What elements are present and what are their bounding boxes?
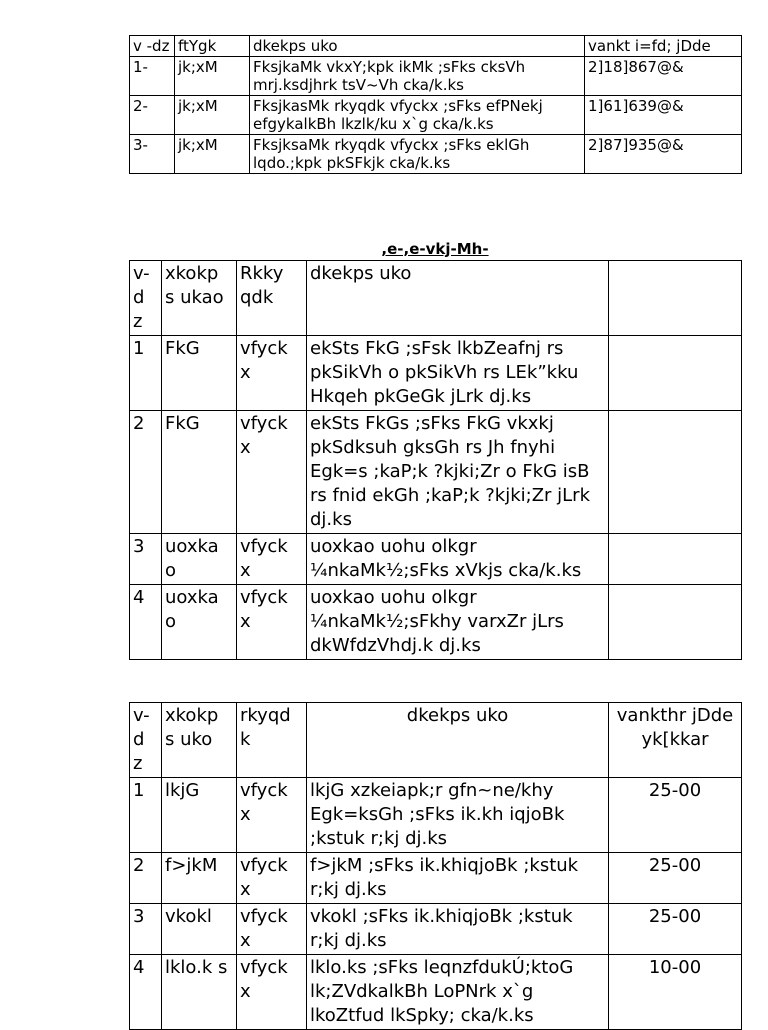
header-work-name: dkekps uko <box>250 36 585 57</box>
cell-serial: 1- <box>130 57 175 96</box>
cell-taluka: vfyck x <box>237 534 307 585</box>
works-table-2 <box>129 260 742 660</box>
cell-work-name: ekSts FkG ;sFsk lkbZeafnj rs pkSikVh o pkSikVh rs LEk”kku Hkqeh pkGeGk jLrk dj.ks <box>307 336 609 411</box>
table-row <box>130 853 742 904</box>
header-village: xkokp s ukao <box>162 261 237 336</box>
cell-estimate: 10-00 <box>609 955 742 1030</box>
cell-estimate: 25-00 <box>609 778 742 853</box>
cell-village: lklo.k s <box>162 955 237 1030</box>
cell-village: f>jkM <box>162 853 237 904</box>
header-village: xkokp s uko <box>162 703 237 778</box>
header-estimate-lakh: vankthr jDde yk[kkar <box>609 703 742 778</box>
table-row <box>130 955 742 1030</box>
cell-village: uoxka o <box>162 534 237 585</box>
cell-work-name: f>jkM ;sFks ik.khiqjoBk ;kstuk r;kj dj.ks <box>307 853 609 904</box>
header-serial: v- d z <box>130 261 162 336</box>
cell-serial: 2 <box>130 411 162 534</box>
table-row <box>130 96 742 135</box>
table-row <box>130 904 742 955</box>
cell-work-name: uoxkao uohu olkgr ¼nkaMk½;sFkhy varxZr jLrs dkWfdzVhdj.k dj.ks <box>307 585 609 660</box>
cell-taluka: vfyck x <box>237 778 307 853</box>
cell-village: FkG <box>162 336 237 411</box>
header-work-name: dkekps uko <box>307 261 609 336</box>
cell-serial: 4 <box>130 585 162 660</box>
cell-blank <box>609 534 742 585</box>
cell-estimate: 1]61]639@& <box>585 96 742 135</box>
cell-blank <box>609 585 742 660</box>
cell-serial: 1 <box>130 336 162 411</box>
cell-taluka: vfyck x <box>237 904 307 955</box>
cell-work-name: uoxkao uohu olkgr ¼nkaMk½;sFks xVkjs cka/k.ks <box>307 534 609 585</box>
cell-taluka: vfyck x <box>237 411 307 534</box>
cell-blank <box>609 336 742 411</box>
table-row <box>130 585 742 660</box>
cell-serial: 3- <box>130 135 175 174</box>
table-row <box>130 57 742 96</box>
table-row <box>130 778 742 853</box>
cell-district: jk;xM <box>175 57 250 96</box>
cell-serial: 3 <box>130 904 162 955</box>
cell-work-name: FksjkaMk vkxY;kpk ikMk ;sFks cksVh mrj.ksdjhrk tsV~Vh cka/k.ks <box>250 57 585 96</box>
table-row <box>130 534 742 585</box>
cell-work-name: lklo.ks ;sFks leqnzfdukÚ;ktoG lk;ZVdkalkBh LoPNrk x`g lkoZtfud lkSpky; cka/k.ks <box>307 955 609 1030</box>
cell-district: jk;xM <box>175 96 250 135</box>
cell-taluka: vfyck x <box>237 585 307 660</box>
cell-estimate: 2]18]867@& <box>585 57 742 96</box>
cell-serial: 4 <box>130 955 162 1030</box>
header-taluka: Rkky qdk <box>237 261 307 336</box>
table-row <box>130 336 742 411</box>
cell-work-name: ekSts FkGs ;sFks FkG vkxkj pkSdksuh gksGh rs Jh fnyhi Egk=s ;kaP;k ?kjki;Zr o FkG isB rs fnid ekGh ;kaP;k ?kjki;Zr jLrk dj.ks <box>307 411 609 534</box>
table-header-row <box>130 703 742 778</box>
header-blank <box>609 261 742 336</box>
cell-serial: 2 <box>130 853 162 904</box>
header-serial: v -dz <box>130 36 175 57</box>
cell-village: lkjG <box>162 778 237 853</box>
cell-estimate: 25-00 <box>609 904 742 955</box>
table-header-row <box>130 36 742 57</box>
cell-estimate: 25-00 <box>609 853 742 904</box>
cell-serial: 1 <box>130 778 162 853</box>
cell-taluka: vfyck x <box>237 336 307 411</box>
cell-work-name: FksjkasMk rkyqdk vfyckx ;sFks efPNekj efgykalkBh lkzlk/ku x`g cka/k.ks <box>250 96 585 135</box>
cell-work-name: lkjG xzkeiapk;r gfn~ne/khy Egk=ksGh ;sFks ik.kh iqjoBk ;kstuk r;kj dj.ks <box>307 778 609 853</box>
works-table-3 <box>129 702 742 1030</box>
works-table-1 <box>129 35 742 174</box>
header-taluka: rkyqd k <box>237 703 307 778</box>
table-row <box>130 135 742 174</box>
cell-estimate: 2]87]935@& <box>585 135 742 174</box>
header-district: ftYgk <box>175 36 250 57</box>
header-work-name: dkekps uko <box>307 703 609 778</box>
cell-taluka: vfyck x <box>237 955 307 1030</box>
header-serial: v- d z <box>130 703 162 778</box>
cell-serial: 2- <box>130 96 175 135</box>
cell-taluka: vfyck x <box>237 853 307 904</box>
cell-serial: 3 <box>130 534 162 585</box>
table-header-row <box>130 261 742 336</box>
header-estimate: vankt i=fd; jDde <box>585 36 742 57</box>
section-title: ,e-,e-vkj-Mh- <box>381 240 489 258</box>
cell-district: jk;xM <box>175 135 250 174</box>
cell-village: uoxka o <box>162 585 237 660</box>
cell-work-name: vkokl ;sFks ik.khiqjoBk ;kstuk r;kj dj.ks <box>307 904 609 955</box>
cell-village: FkG <box>162 411 237 534</box>
table-row <box>130 411 742 534</box>
cell-blank <box>609 411 742 534</box>
cell-village: vkokl <box>162 904 237 955</box>
cell-work-name: FksjksaMk rkyqdk vfyckx ;sFks eklGh lqdo.;kpk pkSFkjk cka/k.ks <box>250 135 585 174</box>
